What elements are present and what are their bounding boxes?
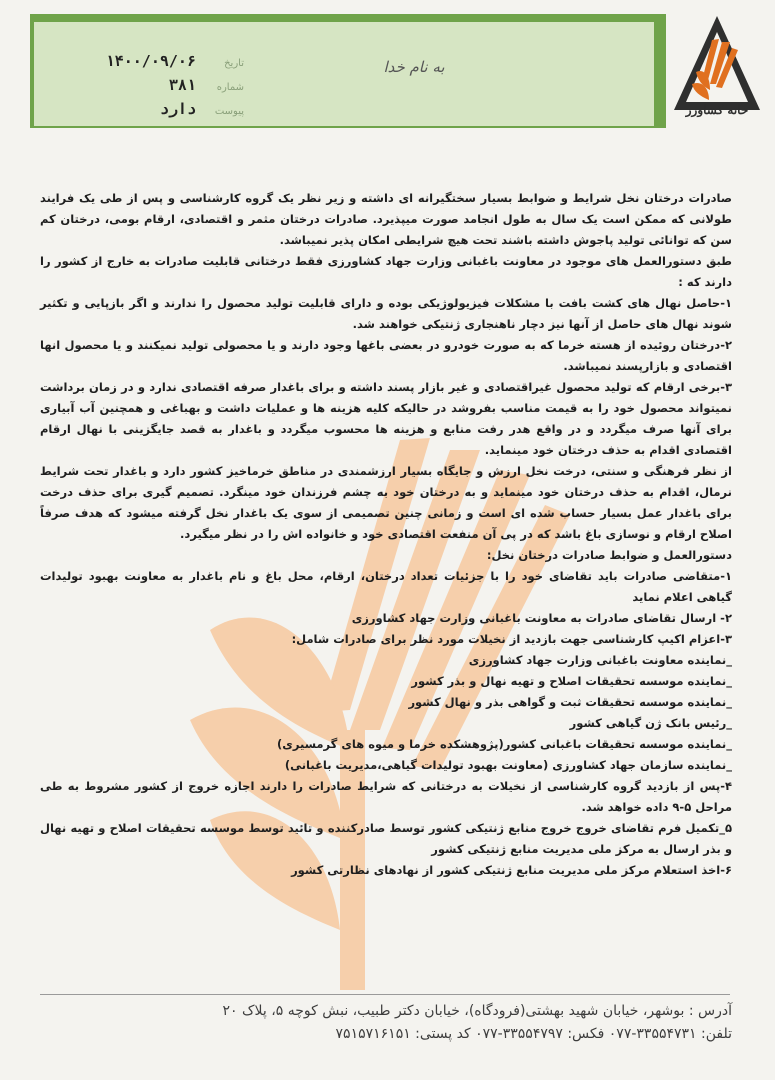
number-label: شماره	[216, 82, 244, 93]
paragraph: دستورالعمل و ضوابط صادرات درختان نخل:	[486, 548, 732, 562]
footer-contact: تلفن: ۳۳۵۵۴۷۳۱-۰۷۷ فکس: ۳۳۵۵۴۷۹۷-۰۷۷ کد پستی: ۷۵۱۵۷۱۶۱۵۱	[335, 1026, 732, 1042]
attachment-row	[94, 100, 244, 124]
paragraph: از نظر فرهنگی و سنتی، درخت نخل ارزش و جایگاه بسیار ارزشمندی در مناطق خرماخیز کشور دارد و باغدار تحت شرایط نرمال، اقدام به حذف درختان خود مینماید و به درختان خود به چشم فرزندان خود مینگرد. تصمیم گیری برای حذف درخت برای باغدار عمل بسیار حساب شده ای است و زمانی چنین تصمیمی از سوی یک باغدار نخل گرفته میشود که هدف صرفاً اصلاح ارقام و نوسازی باغ باشد که در پی آن منفعت اقتصادی خود و خانواده اش را در نظر میگیرد.	[40, 464, 732, 541]
number-row	[94, 76, 244, 100]
header-panel	[34, 22, 654, 126]
paragraph: طبق دستورالعمل های موجود در معاونت باغبانی وزارت جهاد کشاورزی فقط درختانی قابلیت صادرات به خارج از کشور را دارند که :	[40, 254, 732, 289]
footer-divider	[40, 994, 730, 995]
letter-meta	[94, 52, 244, 124]
date-row	[94, 52, 244, 76]
footer-address: آدرس : بوشهر، خیابان شهید بهشتی(فرودگاه)، خیابان دکتر طبیب، نبش کوچه ۵، پلاک ۲۰	[222, 1003, 732, 1019]
paragraph: ۲-درختان روئیده از هسته خرما که به صورت خودرو در بعضی باغها وجود دارند و یا محصولی تولید نمیکنند و یا محصول انها اقتصادی و بازارپسند نمیباشد.	[40, 338, 732, 373]
date-label: تاریخ	[224, 58, 244, 69]
date-value: ۱۴۰۰/۰۹/۰۶	[105, 52, 196, 70]
attachment-value: دارد	[159, 100, 196, 118]
list-item: _نماینده سازمان جهاد کشاورزی (معاونت بهبود تولیدات گیاهی،مدیریت باغبانی)	[284, 758, 732, 772]
list-item: _نماینده معاونت باغبانی وزارت جهاد کشاورزی	[468, 653, 732, 667]
attachment-label: پیوست	[214, 106, 244, 117]
paragraph: ۵_تکمیل فرم تقاضای خروج خروج منابع ژنتیکی کشور توسط صادرکننده و تائید توسط موسسه تحقیقات اصلاح و تهیه نهال و بذر ارسال به مرکز ملی مدیریت منابع ژنتیکی کشور	[40, 821, 732, 856]
number-value: ۳۸۱	[168, 76, 196, 94]
paragraph: صادرات درختان نخل شرایط و ضوابط بسیار سختگیرانه ای داشته و زیر نظر یک گروه کارشناسی و پس از طی یک فرایند طولانی که ممکن است یک سال به طول انجامد صورت میپذیرد. صادرات درختان مثمر و اقتصادی، ارقام بومی، درختان کم سن که توانائی تولید پاجوش داشته باشند تحت هیچ شرایطی امکان پذیر نمیباشد.	[40, 191, 732, 247]
list-item: _نماینده موسسه تحقیقات باغبانی کشور(پژوهشکده خرما و میوه های گرمسیری)	[277, 737, 732, 751]
paragraph: ۱-حاصل نهال های کشت بافت با مشکلات فیزیولوژیکی بوده و دارای قابلیت تولید محصول را ندارند و اگر بازپایی و تکثیر شوند نهال های حاصل از آنها نیز دچار ناهنجاری ژنتیکی خواهند شد.	[40, 296, 732, 331]
footer	[40, 1000, 732, 1046]
logo-text: خانه کشاورز	[685, 103, 749, 117]
paragraph: ۳-اعزام اکیپ کارشناسی جهت بازدید از نخیلات مورد نظر برای صادرات شامل:	[291, 632, 732, 646]
paragraph: ۶-اخذ استعلام مرکز ملی مدیریت منابع ژنتیکی کشور از نهادهای نظارتی کشور	[291, 863, 732, 877]
list-item: _نماینده موسسه تحقیقات ثبت و گواهی بذر و نهال کشور	[408, 695, 732, 709]
list-item: _رئیس بانک ژن گیاهی کشور	[569, 716, 732, 730]
paragraph: ۴-پس از بازدید گروه کارشناسی از نخیلات به درختانی که شرایط صادرات را دارند اجازه خروج از کشور مشروط به طی مراحل ۵-۹ داده خواهد شد.	[40, 779, 732, 814]
paragraph: ۲- ارسال تقاضای صادرات به معاونت باغبانی وزارت جهاد کشاورزی	[351, 611, 732, 625]
list-item: _نماینده موسسه تحقیقات اصلاح و تهیه نهال و بذر کشور	[411, 674, 732, 688]
bismillah-heading: به نام خدا	[383, 58, 445, 76]
paragraph: ۱-متقاضی صادرات باید تقاضای خود را با جزئیات تعداد درختان، ارقام، محل باغ و نام باغدار به معاونت بهبود تولیدات گیاهی اعلام نماید	[40, 569, 732, 604]
letter-body	[40, 188, 732, 881]
paragraph: ۳-برخی ارقام که تولید محصول غیراقتصادی و غیر بازار پسند داشته و برای باغدار صرفه اقتصادی ندارد و در زمان برداشت نمیتواند محصول خود را به قیمت مناسب بفروشد در حالیکه کلیه هزینه ها و عملیات داشت و بهباغی و همچنین آب آبیاری برای آنها صرف میگردد و در واقع هدر رفت منابع و هزینه ها محسوب میگردد و باغدار به قصد جایگزینی با نهال ارقام اقتصادی اقدام به حذف درختان خود مینماید.	[40, 380, 732, 457]
